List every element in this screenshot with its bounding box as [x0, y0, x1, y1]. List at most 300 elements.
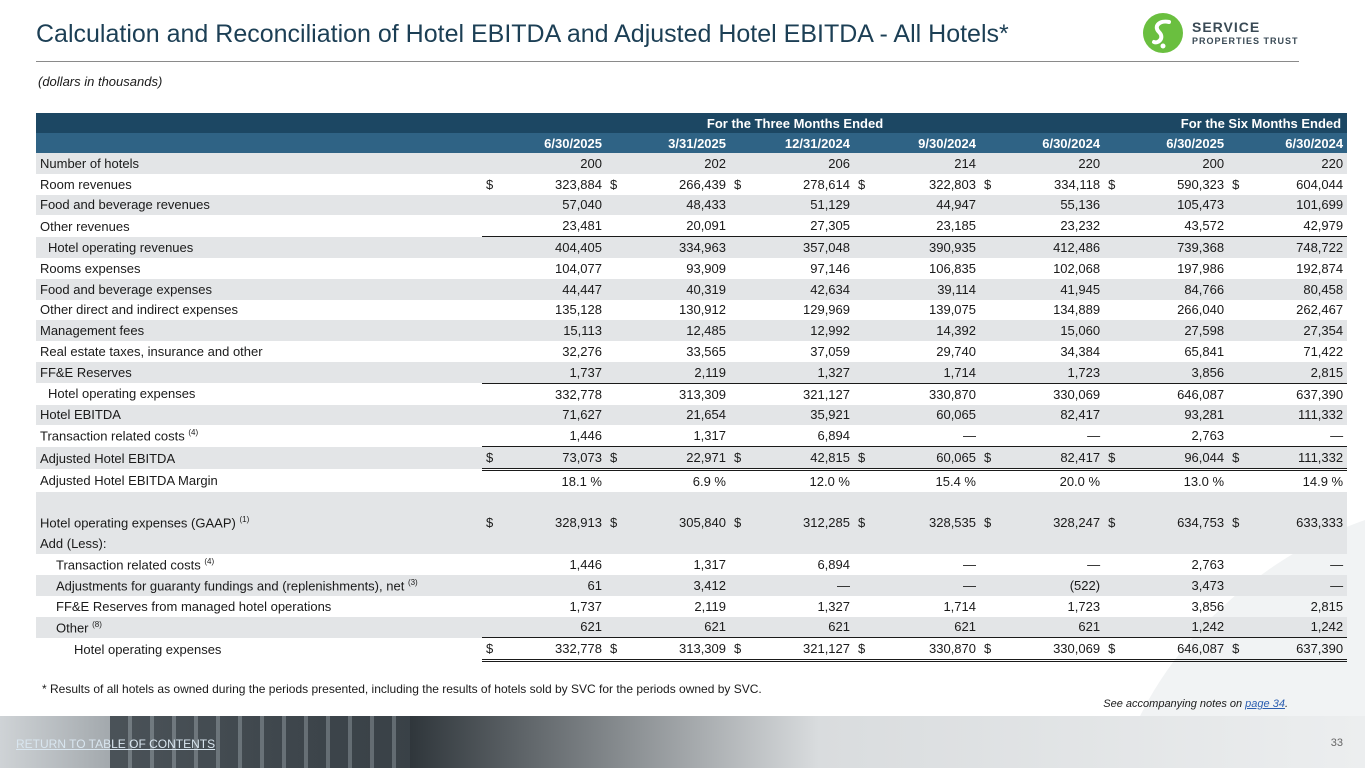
table-cell: 1,714	[943, 598, 976, 614]
table-cell: 321,127	[746, 638, 854, 661]
table-cell: 200	[498, 153, 606, 174]
table-cell: 206	[746, 153, 854, 174]
table-cell: 42,979	[1244, 215, 1347, 236]
dollar-sign	[854, 237, 870, 258]
table-cell: 20,091	[622, 215, 730, 236]
table-cell: 1,446	[569, 557, 602, 573]
row-label	[36, 153, 482, 174]
dollar-sign	[1228, 362, 1244, 383]
dollar-sign: $	[1232, 176, 1240, 192]
dollar-sign	[482, 596, 498, 617]
table-cell: 55,136	[996, 195, 1104, 216]
dollar-sign	[854, 383, 870, 404]
table-cell: 621	[870, 617, 980, 638]
dollar-sign: $	[610, 176, 618, 192]
table-cell: 33,565	[686, 344, 726, 360]
dollar-sign	[606, 533, 622, 554]
table-cell: 2,119	[694, 598, 726, 614]
dollar-sign	[606, 383, 622, 404]
dollar-sign	[482, 575, 498, 596]
table-cell: 313,309	[679, 386, 726, 402]
dollar-sign: $	[980, 638, 996, 661]
table-cell	[1244, 533, 1347, 554]
table-cell: 23,481	[498, 215, 606, 236]
dollar-sign: $	[854, 447, 870, 470]
footnote: * Results of all hotels as owned during the periods presented, including the results of hotels sold by SVC for the periods owned by SVC.	[42, 682, 762, 696]
table-cell	[622, 533, 730, 554]
row-label	[36, 174, 482, 195]
row-label	[36, 300, 482, 321]
table-cell: 1,723	[996, 362, 1104, 383]
dollar-sign	[854, 554, 870, 575]
table-cell: 42,815	[746, 447, 854, 470]
table-cell: 2,119	[622, 362, 730, 383]
table-cell: 6,894	[817, 557, 850, 573]
table-cell: 3,473	[1120, 575, 1228, 596]
table-cell: —	[1244, 425, 1347, 446]
dollar-sign	[980, 383, 996, 404]
table-cell: 332,778	[555, 386, 602, 402]
table-cell: 6.9 %	[692, 473, 726, 489]
dollar-sign	[854, 195, 870, 216]
dollar-sign	[730, 554, 746, 575]
dollar-sign	[1228, 215, 1244, 236]
dollar-sign	[730, 279, 746, 300]
table-row	[36, 533, 1347, 554]
table-cell: 3,856	[1120, 362, 1228, 383]
dollar-sign	[606, 617, 622, 638]
dollar-sign	[1228, 533, 1244, 554]
table-cell: 278,614	[803, 176, 850, 192]
financial-table	[36, 113, 1347, 662]
dollar-sign	[730, 383, 746, 404]
table-cell: 105,473	[1120, 195, 1228, 216]
table-cell: 139,075	[929, 302, 976, 318]
table-cell: 1,737	[569, 598, 602, 614]
table-cell: 135,128	[555, 302, 602, 318]
dollar-sign	[482, 554, 498, 575]
table-row	[36, 279, 1347, 300]
dollar-sign	[482, 320, 498, 341]
dollar-sign	[1228, 300, 1244, 321]
table-cell: 2,763	[1120, 425, 1228, 446]
six-months-header: For the Six Months Ended	[1104, 113, 1347, 133]
table-row	[36, 215, 1347, 236]
dollar-sign	[1228, 554, 1244, 575]
table-row	[36, 575, 1347, 596]
col-header: 6/30/2025	[482, 133, 606, 153]
table-cell: 15.4 %	[935, 473, 976, 489]
table-cell: 1,737	[498, 362, 606, 383]
dollar-sign	[1104, 596, 1120, 617]
table-cell: 13.0 %	[1183, 473, 1225, 489]
table-row	[36, 638, 1347, 661]
dollar-sign	[1104, 300, 1120, 321]
table-cell: 44,947	[870, 195, 980, 216]
dollar-sign	[482, 215, 498, 236]
dollar-sign	[1104, 533, 1120, 554]
units-note: (dollars in thousands)	[38, 74, 163, 89]
table-cell: 60,065	[870, 405, 980, 426]
dollar-sign	[606, 279, 622, 300]
table-cell: —	[870, 425, 980, 446]
header-group-row	[36, 113, 1347, 133]
table-cell: 328,247	[996, 513, 1104, 534]
dollar-sign	[606, 341, 622, 362]
dollar-sign	[606, 469, 622, 491]
table-cell: 82,417	[996, 447, 1104, 470]
dollar-sign	[1104, 469, 1120, 491]
footnote-ref: (3)	[407, 577, 418, 587]
table-row	[36, 341, 1347, 362]
dollar-sign	[1228, 320, 1244, 341]
table-cell: 266,040	[1177, 302, 1225, 318]
dollar-sign	[1104, 341, 1120, 362]
logo-mark-icon	[1142, 12, 1184, 54]
dollar-sign	[730, 341, 746, 362]
row-label-text: Transaction related costs	[40, 428, 185, 444]
table-row	[36, 258, 1347, 279]
table-cell	[996, 533, 1104, 554]
table-cell: 29,740	[936, 344, 976, 360]
dollar-sign	[1104, 215, 1120, 236]
table-cell: 71,627	[498, 405, 606, 426]
table-cell: 96,044	[1120, 447, 1228, 470]
table-cell: 357,048	[746, 237, 854, 258]
logo-line2: PROPERTIES TRUST	[1192, 36, 1299, 46]
dollar-sign	[854, 153, 870, 174]
dollar-sign	[980, 320, 996, 341]
table-cell: 35,921	[746, 405, 854, 426]
table-cell: 404,405	[498, 237, 606, 258]
table-cell: 2,815	[1310, 598, 1344, 614]
dollar-sign: $	[606, 447, 622, 470]
table-row	[36, 362, 1347, 383]
table-cell: 1,327	[817, 598, 850, 614]
table-row	[36, 554, 1347, 575]
dollar-sign: $	[1228, 638, 1244, 661]
table-cell: 332,778	[498, 638, 606, 661]
dollar-sign: $	[730, 447, 746, 470]
table-cell: 23,232	[996, 215, 1104, 236]
table-cell: 12,485	[622, 320, 730, 341]
dollar-sign: $	[730, 638, 746, 661]
dollar-sign	[1228, 195, 1244, 216]
table-row	[36, 383, 1347, 404]
row-label	[36, 237, 482, 258]
row-label	[36, 513, 482, 534]
dollar-sign	[730, 596, 746, 617]
table-cell: 12,992	[746, 320, 854, 341]
table-cell: 334,118	[1054, 176, 1101, 192]
dollar-sign	[980, 425, 996, 446]
company-logo	[1142, 12, 1302, 56]
table-cell: 1,317	[622, 425, 730, 446]
table-cell: 111,332	[1244, 447, 1347, 470]
footnote-ref: (4)	[188, 428, 199, 438]
table-cell: 41,945	[996, 279, 1104, 300]
dollar-sign: $	[1228, 513, 1244, 534]
col-header: 9/30/2024	[854, 133, 980, 153]
three-months-header: For the Three Months Ended	[482, 113, 1104, 133]
table-row	[36, 617, 1347, 638]
row-label	[36, 575, 482, 596]
dollar-sign: $	[854, 638, 870, 661]
logo-line1: SERVICE	[1192, 19, 1261, 35]
dollar-sign	[482, 237, 498, 258]
table-cell: 197,986	[1177, 260, 1225, 276]
row-label	[36, 362, 482, 383]
table-cell: 1,242	[1244, 617, 1347, 638]
table-cell: 27,354	[1244, 320, 1347, 341]
dollar-sign	[854, 341, 870, 362]
table-cell: 330,069	[996, 638, 1104, 661]
dollar-sign: $	[854, 513, 870, 534]
dollar-sign	[1104, 554, 1120, 575]
dollar-sign: $	[606, 638, 622, 661]
table-cell: 621	[746, 617, 854, 638]
table-row	[36, 195, 1347, 216]
see-notes-prefix: See accompanying notes on	[1103, 698, 1246, 710]
table-cell: 14.9 %	[1302, 473, 1344, 489]
table-cell: 1,242	[1120, 617, 1228, 638]
table-cell: 65,841	[1184, 344, 1225, 360]
dollar-sign	[606, 575, 622, 596]
dollar-sign	[730, 153, 746, 174]
table-cell: 412,486	[996, 237, 1104, 258]
dollar-sign	[730, 405, 746, 426]
dollar-sign	[980, 554, 996, 575]
table-cell: 1,446	[498, 425, 606, 446]
table-cell: 637,390	[1296, 386, 1344, 402]
dollar-sign	[730, 362, 746, 383]
row-label-text: Rooms expenses	[40, 260, 141, 276]
table-row	[36, 469, 1347, 491]
row-label	[36, 447, 482, 470]
dollar-sign	[730, 320, 746, 341]
table-cell: 1,327	[746, 362, 854, 383]
dollar-sign	[1228, 575, 1244, 596]
dollar-sign	[854, 279, 870, 300]
table-cell: 27,598	[1120, 320, 1228, 341]
dollar-sign	[606, 153, 622, 174]
dollar-sign	[980, 237, 996, 258]
row-label-text: Transaction related costs	[56, 557, 201, 573]
title-divider	[36, 61, 1299, 62]
dollar-sign	[606, 320, 622, 341]
table-cell: 646,087	[1120, 638, 1228, 661]
dollar-sign	[730, 215, 746, 236]
dollar-sign	[482, 195, 498, 216]
dollar-sign	[1228, 469, 1244, 491]
table-cell: 328,535	[870, 513, 980, 534]
dollar-sign	[730, 237, 746, 258]
table-cell: 106,835	[929, 260, 976, 276]
table-cell: 330,069	[1053, 386, 1101, 402]
table-cell: 32,276	[562, 344, 602, 360]
dollar-sign	[1104, 383, 1120, 404]
dollar-sign	[854, 258, 870, 279]
row-label	[36, 596, 482, 617]
page-title: Calculation and Reconciliation of Hotel EBITDA and Adjusted Hotel EBITDA - All Hotels*	[36, 20, 1009, 48]
row-label-text: Other	[56, 619, 89, 635]
row-label	[36, 617, 482, 638]
dollar-sign	[482, 341, 498, 362]
table-cell: —	[1330, 557, 1344, 573]
dollar-sign	[980, 533, 996, 554]
table-cell: 34,384	[1060, 344, 1101, 360]
table-cell: 23,185	[870, 215, 980, 236]
dollar-sign	[1104, 320, 1120, 341]
dollar-sign	[1104, 362, 1120, 383]
table-cell: 1,317	[693, 557, 726, 573]
dollar-sign	[482, 300, 498, 321]
table-cell: 57,040	[498, 195, 606, 216]
table-cell: 40,319	[622, 279, 730, 300]
row-label-text: Add (Less):	[40, 536, 107, 552]
dollar-sign	[1104, 405, 1120, 426]
dollar-sign	[854, 575, 870, 596]
table-cell: 3,412	[622, 575, 730, 596]
footnote-ref: (8)	[92, 619, 102, 629]
table-cell: 192,874	[1296, 260, 1344, 276]
table-cell: 266,439	[679, 176, 726, 192]
table-cell: 130,912	[679, 302, 726, 318]
table-cell: 60,065	[870, 447, 980, 470]
table-cell: 129,969	[803, 302, 850, 318]
dollar-sign	[980, 469, 996, 491]
dollar-sign	[854, 215, 870, 236]
table-cell: 15,060	[996, 320, 1104, 341]
row-label-text: Food and beverage expenses	[40, 281, 213, 297]
dollar-sign	[854, 405, 870, 426]
header-date-row	[36, 133, 1347, 153]
table-cell: 390,935	[870, 237, 980, 258]
dollar-sign	[1228, 425, 1244, 446]
dollar-sign: $	[482, 638, 498, 661]
col-header: 6/30/2024	[1228, 133, 1347, 153]
table-cell: 220	[1244, 153, 1347, 174]
row-label-text: Hotel operating revenues	[48, 239, 194, 255]
dollar-sign	[606, 405, 622, 426]
dollar-sign	[854, 469, 870, 491]
table-cell: 20.0 %	[1059, 473, 1101, 489]
dollar-sign	[482, 153, 498, 174]
dollar-sign	[482, 469, 498, 491]
dollar-sign	[980, 300, 996, 321]
table-cell: 43,572	[1120, 215, 1228, 236]
row-label	[36, 215, 482, 236]
table-cell: —	[870, 575, 980, 596]
dollar-sign	[1228, 153, 1244, 174]
table-cell: 621	[498, 617, 606, 638]
see-notes-suffix: .	[1284, 698, 1288, 710]
table-cell: 51,129	[746, 195, 854, 216]
table-cell: 1,723	[1067, 598, 1101, 614]
row-label	[36, 405, 482, 426]
dollar-sign	[980, 341, 996, 362]
dollar-sign	[482, 617, 498, 638]
dollar-sign	[1228, 237, 1244, 258]
table-cell: 330,870	[870, 638, 980, 661]
dollar-sign	[730, 533, 746, 554]
table-cell: 3,856	[1191, 598, 1225, 614]
dollar-sign: $	[734, 176, 742, 192]
dollar-sign	[1104, 425, 1120, 446]
row-label	[36, 258, 482, 279]
table-cell: 39,114	[870, 279, 980, 300]
dollar-sign	[1104, 237, 1120, 258]
dollar-sign	[980, 362, 996, 383]
table-cell: 111,332	[1244, 405, 1347, 426]
table-row	[36, 174, 1347, 195]
table-cell: 14,392	[870, 320, 980, 341]
table-row	[36, 153, 1347, 174]
table-cell: 646,087	[1177, 386, 1225, 402]
table-cell: 604,044	[1296, 176, 1344, 192]
dollar-sign	[854, 425, 870, 446]
table-cell: 93,909	[686, 260, 726, 276]
notes-page-link[interactable]: page 34	[1245, 698, 1285, 710]
dollar-sign: $	[482, 513, 498, 534]
dollar-sign	[606, 300, 622, 321]
dollar-sign	[606, 362, 622, 383]
return-to-toc-link[interactable]: RETURN TO TABLE OF CONTENTS	[16, 737, 216, 751]
table-cell: 262,467	[1296, 302, 1344, 318]
dollar-sign	[1104, 153, 1120, 174]
table-row	[36, 447, 1347, 470]
dollar-sign: $	[858, 176, 866, 192]
dollar-sign	[1228, 617, 1244, 638]
table-row	[36, 596, 1347, 617]
table-cell: 328,913	[498, 513, 606, 534]
row-label-text: Management fees	[40, 323, 145, 339]
dollar-sign	[980, 405, 996, 426]
table-row	[36, 405, 1347, 426]
table-cell: 637,390	[1244, 638, 1347, 661]
dollar-sign	[482, 279, 498, 300]
see-notes	[1103, 698, 1288, 710]
row-label-text: Number of hotels	[40, 155, 139, 171]
dollar-sign	[730, 617, 746, 638]
dollar-sign	[606, 215, 622, 236]
table-cell: —	[1244, 575, 1347, 596]
dollar-sign	[482, 258, 498, 279]
table-cell: 21,654	[622, 405, 730, 426]
dollar-sign: $	[730, 513, 746, 534]
row-label-text: Hotel operating expenses	[48, 386, 196, 402]
table-cell	[746, 533, 854, 554]
table-cell: 61	[498, 575, 606, 596]
table-cell	[498, 533, 606, 554]
table-cell: 214	[870, 153, 980, 174]
table-cell: —	[996, 425, 1104, 446]
dollar-sign	[1228, 341, 1244, 362]
row-label	[36, 554, 482, 575]
table-cell: (522)	[996, 575, 1104, 596]
table-cell: 313,309	[622, 638, 730, 661]
table-row	[36, 425, 1347, 446]
table-cell: 134,889	[1053, 302, 1101, 318]
row-label-text: Adjusted Hotel EBITDA Margin	[40, 473, 218, 489]
dollar-sign	[980, 279, 996, 300]
table-cell: —	[746, 575, 854, 596]
dollar-sign	[606, 596, 622, 617]
dollar-sign	[606, 195, 622, 216]
dollar-sign	[854, 320, 870, 341]
dollar-sign	[1104, 617, 1120, 638]
dollar-sign	[1104, 279, 1120, 300]
